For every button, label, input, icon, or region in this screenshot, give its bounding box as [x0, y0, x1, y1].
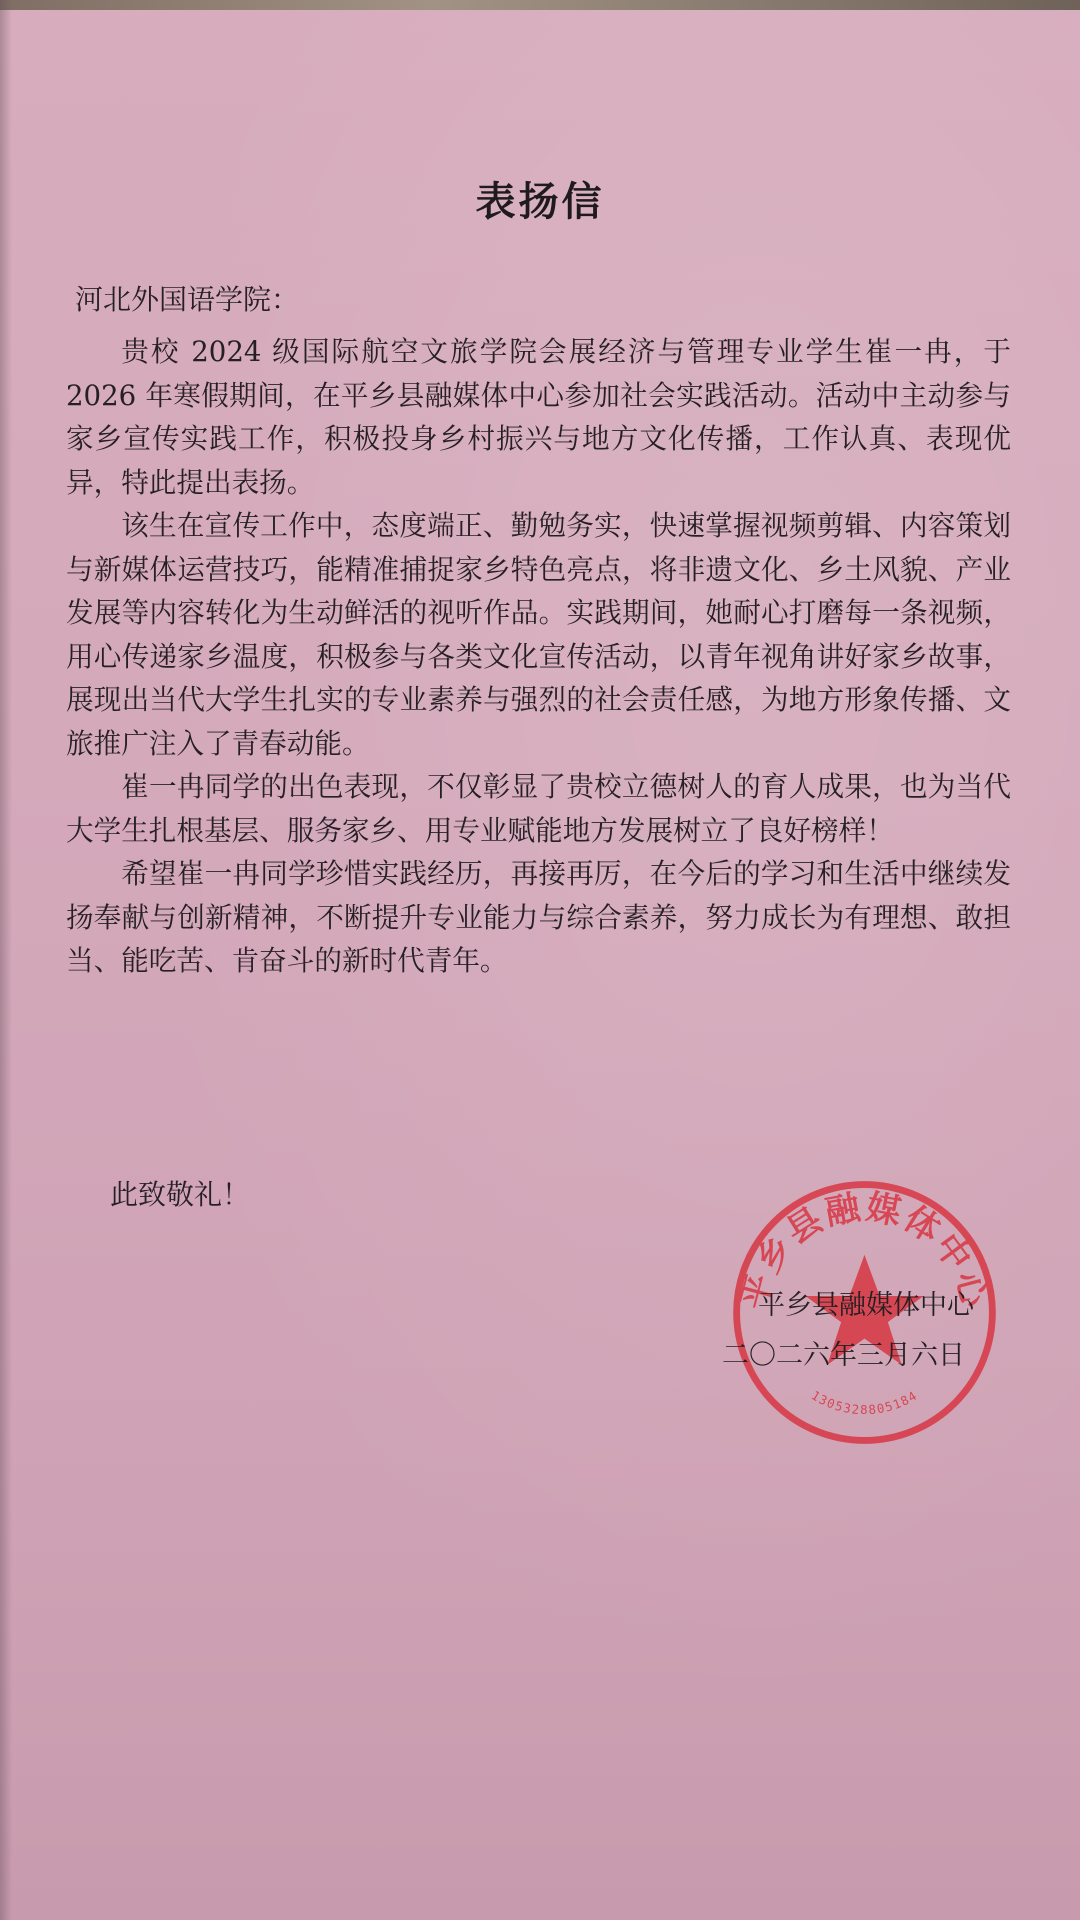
- letter-paragraph-1: 贵校 2024 级国际航空文旅学院会展经济与管理专业学生崔一冉，于 2026 年寒假期间，在平乡县融媒体中心参加社会实践活动。活动中主动参与家乡宣传实践工作，积极投身乡村振兴与地方文化传播，工作认真、表现优异，特此提出表扬。: [66, 335, 1011, 499]
- signature-organization: 平乡县融媒体中心: [758, 1290, 974, 1321]
- letter-closing: 此致敬礼！: [110, 1178, 251, 1211]
- letter-paragraph-2: 该生在宣传工作中，态度端正、勤勉务实，快速掌握视频剪辑、内容策划与新媒体运营技巧，能精准捕捉家乡特色亮点，将非遗文化、乡土风貌、产业发展等内容转化为生动鲜活的视听作品。实践期间，她耐心打磨每一条视频，用心传递家乡温度，积极参与各类文化宣传活动，以青年视角讲好家乡故事，展现出当代大学生扎实的专业素养与强烈的社会责任感，为地方形象传播、文旅推广注入了青春动能。: [66, 509, 1011, 760]
- paper-top-edge: [0, 0, 1080, 10]
- letter-paragraph-4: 希望崔一冉同学珍惜实践经历，再接再厉，在今后的学习和生活中继续发扬奉献与创新精神，不断提升专业能力与综合素养，努力成长为有理想、敢担当、能吃苦、肯奋斗的新时代青年。: [66, 857, 1011, 977]
- letter-body: [66, 330, 1011, 983]
- letter-paragraph-3: 崔一冉同学的出色表现，不仅彰显了贵校立德树人的育人成果，也为当代大学生扎根基层、服务家乡、用专业赋能地方发展树立了良好榜样！: [66, 770, 1011, 847]
- seal-ring-textpath: 平乡县融媒体中心: [734, 1187, 995, 1314]
- seal-serial-textpath: 1305328805184: [808, 1388, 921, 1418]
- paper-left-shadow: [0, 0, 12, 1920]
- signature-date: 二〇二六年三月六日: [722, 1340, 965, 1371]
- letter-title: 表扬信: [475, 179, 605, 225]
- letter-salutation: 河北外国语学院：: [75, 283, 300, 316]
- seal-serial-text: [809, 1388, 920, 1417]
